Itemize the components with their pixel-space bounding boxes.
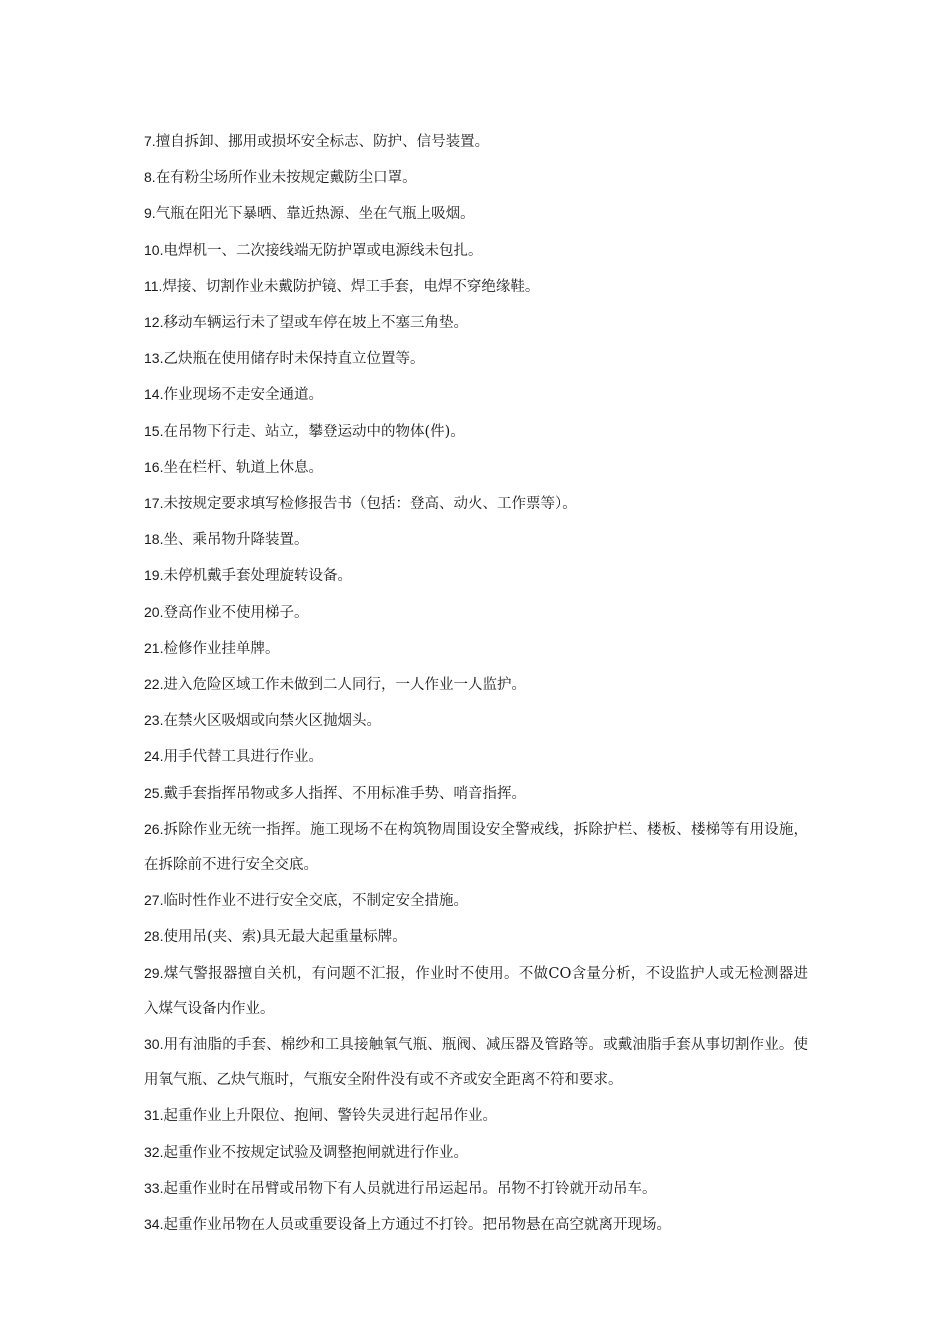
list-item [144,1135,808,1171]
item-number: 33. [144,1179,164,1196]
item-number: 15. [144,422,164,439]
list-item [144,124,808,160]
item-number: 20. [144,603,164,620]
rule-list [144,124,808,1243]
list-item [144,1098,808,1134]
item-text: 移动车辆运行未了望或车停在坡上不塞三角垫。 [163,315,468,332]
item-number: 24. [144,748,164,765]
item-text: 起重作业吊物在人员或重要设备上方通过不打铃。把吊物悬在高空就离开现场。 [163,1217,671,1234]
item-number: 32. [144,1143,164,1160]
list-item [144,776,808,812]
item-number: 28. [144,928,164,945]
list-item [144,1027,808,1098]
item-text: 用有油脂的手套、棉纱和工具接触氧气瓶、瓶阀、减压器及管路等。或戴油脂手套从事切割作业。使用氧气瓶、乙炔气瓶时，气瓶安全附件没有或不齐或安全距离不符和要求。 [144,1037,808,1089]
item-number: 9. [144,205,156,222]
item-text: 未停机戴手套处理旋转设备。 [163,568,352,585]
list-item [144,160,808,196]
item-text: 煤气警报器擅自关机，有问题不汇报，作业时不使用。不做CO含量分析，不设监护人或无检测器进入煤气设备内作业。 [144,965,808,1017]
item-text: 作业现场不走安全通道。 [163,387,323,404]
list-item [144,1207,808,1243]
list-item [144,341,808,377]
list-item [144,522,808,558]
item-text: 使用吊(夹、索)具无最大起重量标牌。 [163,929,407,946]
item-text: 在禁火区吸烟或向禁火区抛烟头。 [163,713,381,730]
item-text: 起重作业不按规定试验及调整抱闸就进行作业。 [163,1144,468,1161]
item-number: 27. [144,892,164,909]
item-text: 拆除作业无统一指挥。施工现场不在构筑物周围设安全警戒线，拆除护栏、楼板、楼梯等有用设施，在拆除前不进行安全交底。 [144,821,808,874]
item-number: 34. [144,1216,164,1233]
item-text: 在吊物下行走、站立，攀登运动中的物体(件)。 [163,423,465,440]
item-number: 16. [144,458,164,475]
item-text: 焊接、切割作业未戴防护镜、焊工手套，电焊不穿绝缘鞋。 [162,278,540,295]
list-item [144,703,808,739]
item-number: 14. [144,386,164,403]
item-number: 22. [144,676,164,693]
list-item [144,667,808,703]
item-text: 检修作业挂单牌。 [163,640,280,657]
list-item [144,450,808,486]
item-text: 坐在栏杆、轨道上休息。 [163,459,323,476]
list-item [144,739,808,775]
list-item [144,305,808,341]
list-item [144,414,808,450]
item-text: 起重作业时在吊臂或吊物下有人员就进行吊运起吊。吊物不打铃就开动吊车。 [163,1180,657,1197]
item-text: 乙炔瓶在使用储存时未保持直立位置等。 [163,351,425,368]
item-text: 戴手套指挥吊物或多人指挥、不用标准手势、哨音指挥。 [163,785,526,802]
item-text: 临时性作业不进行安全交底，不制定安全措施。 [163,893,468,910]
item-number: 23. [144,712,164,729]
item-number: 7. [144,133,156,149]
item-number: 17. [144,495,164,512]
item-text: 电焊机一、二次接线端无防护罩或电源线未包扎。 [163,242,483,259]
item-number: 10. [144,241,164,258]
list-item [144,233,808,269]
item-number: 31. [144,1107,164,1124]
list-item [144,956,808,1027]
item-text: 登高作业不使用梯子。 [163,604,309,621]
item-number: 19. [144,567,164,584]
item-number: 12. [144,314,164,331]
list-item [144,631,808,667]
list-item [144,595,808,631]
item-number: 21. [144,639,164,656]
list-item [144,812,808,883]
item-text: 在有粉尘场所作业未按规定戴防尘口罩。 [155,170,417,187]
item-number: 18. [144,531,164,548]
item-text: 擅自拆卸、挪用或损坏安全标志、防护、信号装置。 [155,134,490,150]
item-text: 气瓶在阳光下暴晒、靠近热源、坐在气瓶上吸烟。 [155,206,475,223]
item-number: 11. [144,277,163,294]
list-item [144,486,808,522]
item-text: 坐、乘吊物升降装置。 [163,532,309,549]
item-text: 起重作业上升限位、抱闸、警铃失灵进行起吊作业。 [163,1108,497,1125]
item-number: 29. [144,964,164,981]
list-item [144,883,808,919]
list-item [144,919,808,955]
item-number: 26. [144,820,164,837]
item-text: 用手代替工具进行作业。 [163,749,323,766]
item-number: 8. [144,169,156,186]
item-number: 30. [144,1036,164,1053]
item-text: 未按规定要求填写检修报告书（包括：登高、动火、工作票等）。 [163,496,577,513]
item-text: 进入危险区域工作未做到二人同行，一人作业一人监护。 [163,677,526,694]
list-item [144,269,808,305]
item-number: 25. [144,784,164,801]
list-item [144,196,808,232]
list-item [144,558,808,594]
list-item [144,377,808,413]
item-number: 13. [144,350,164,367]
list-item [144,1171,808,1207]
